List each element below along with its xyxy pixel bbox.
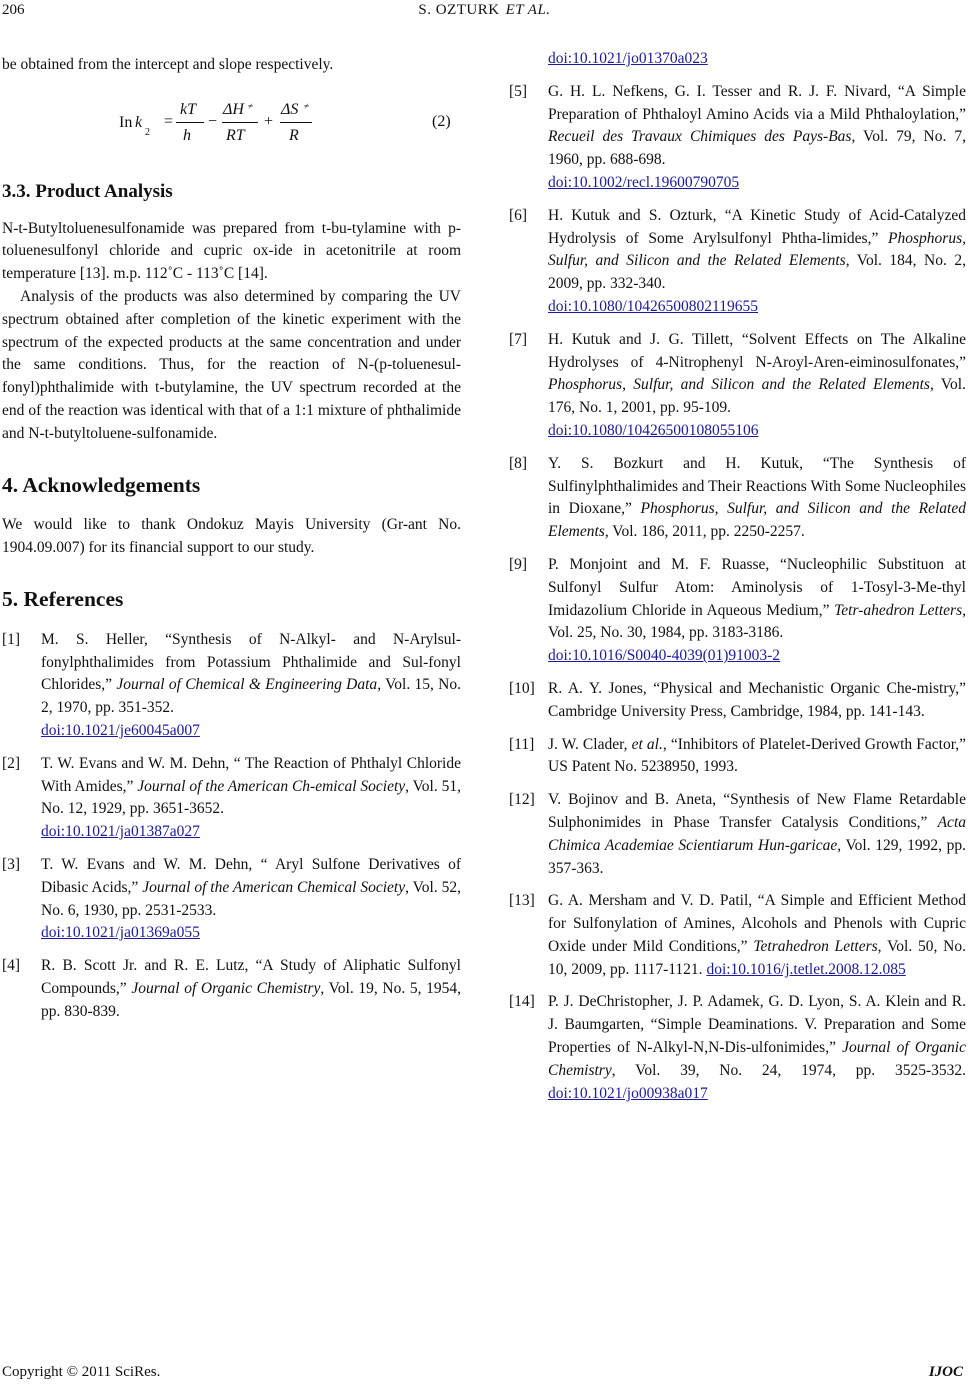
running-author: S. OZTURK [418, 2, 500, 18]
ref-doi-link[interactable]: doi:10.1021/jo01370a023 [548, 50, 708, 67]
ref-doi-link[interactable]: doi:10.1080/10426500108055106 [548, 421, 759, 439]
reference-item [509, 205, 966, 319]
eq-ln: In [119, 113, 133, 131]
ref-journal: Journal of Organic Chemistry [131, 979, 321, 997]
ref-journal: Phosphorus, Sulfur, and Silicon and the Related Elements [548, 229, 966, 270]
page-number: 206 [2, 2, 25, 18]
ref-details: , Vol. 25, No. 30, 1984, pp. 3183-3186. [548, 601, 966, 642]
ref-text: G. A. Mersham and V. D. Patil, “A Simple and Efficient Method for Sulfonylation of Amines, Alcohols and Phenols with Cupric Oxide under Mild Conditions,” [548, 892, 966, 955]
ref-doi-link[interactable]: doi:10.1080/10426500802119655 [548, 297, 758, 315]
ref-number: [6] [509, 206, 528, 224]
ref-text: J. W. Clader, [548, 735, 632, 753]
ref-details: , Vol. 51, No. 12, 1929, pp. 3651-3652. [41, 777, 461, 818]
reference-item [509, 81, 966, 195]
ref-journal: Tetr-ahedron Letters [834, 601, 963, 619]
ref-journal: Journal of the American Chemical Society [142, 878, 406, 896]
eq-neq-2: ≠ [304, 100, 309, 111]
reference-item [509, 991, 966, 1105]
ref-doi-link[interactable]: doi:10.1021/ja01387a027 [41, 823, 200, 841]
ref-number: [9] [509, 555, 528, 573]
ref-doi-link[interactable]: doi:10.1016/j.tetlet.2008.12.085 [706, 960, 906, 978]
ref-text: T. W. Evans and W. M. Dehn, “ Aryl Sulfone Derivatives of Dibasic Acids,” [41, 855, 461, 896]
eq-plus: + [264, 112, 274, 130]
ref-text: T. W. Evans and W. M. Dehn, “ The Reaction of Phthalyl Chloride With Amides,” [41, 754, 461, 795]
section-heading-acknowledgements: 4. Acknowledgements [2, 472, 201, 497]
ref-number: [4] [2, 957, 21, 975]
ref-details: , Vol. 129, 1992, pp. 357-363. [548, 836, 966, 877]
ref-text: V. Bojinov and B. Aneta, “Synthesis of New Flame Retardable Sulphonimides in Phase Transfer Catalysis Conditions,” [548, 791, 966, 831]
ref-details: , Vol. 39, No. 24, 1974, pp. 3525-3532. [611, 1061, 966, 1079]
ref-text: R. B. Scott Jr. and R. E. Lutz, “A Study of Aliphatic Sulfonyl Compounds,” [41, 957, 461, 997]
eq-k: k [135, 113, 143, 131]
ref-number: [3] [2, 855, 21, 873]
reference-item [509, 453, 966, 544]
ref-et-al: et al. [631, 735, 663, 753]
ref-text: R. A. Y. Jones, “Physical and Mechanistic Organic Che-mistry,” Cambridge University Press, Cambridge, 1984, pp. 141-143. [548, 679, 966, 720]
reference-item [509, 890, 966, 981]
reference-item [2, 955, 461, 1023]
ref-number: [14] [509, 993, 535, 1011]
ref-details: , Vol. 15, No. 2, 1970, pp. 351-352. [41, 676, 461, 717]
ref-text: G. H. L. Nefkens, G. I. Tesser and R. J. F. Nivard, “A Simple Preparation of Phthaloyl Amino Acids via a Mild Phthaloylation,” [548, 82, 966, 123]
ref-number: [11] [509, 735, 535, 753]
ref-doi-link[interactable]: doi:10.1021/jo00938a017 [548, 1084, 708, 1102]
reference-item [509, 734, 966, 780]
equation-number: (2) [432, 112, 451, 130]
reference-item-continued [509, 48, 966, 71]
eq-h: h [183, 126, 191, 144]
ref-details: , Vol. 50, No. 10, 2009, pp. 1117-1121. [548, 937, 966, 978]
section-heading-references: 5. References [2, 586, 124, 611]
ref-details: , “Inhibitors of Platelet-Derived Growth Factor,” US Patent No. 5238950, 1993. [548, 735, 966, 776]
ref-journal: Phosphorus, Sulfur, and Silicon and the Related Elements [548, 376, 930, 394]
ref-number: [10] [509, 679, 535, 697]
ref-journal: Journal of Chemical & Engineering Data [116, 676, 378, 694]
section-heading-product-analysis: 3.3. Product Analysis [2, 180, 173, 202]
eq-neq-1: ≠ [248, 100, 253, 111]
ref-text: P. Monjoint and M. F. Ruasse, “Nucleophilic Substituon at Sulfonyl Sulfur Atom: Aminolysis of 1-Tosyl-3-Me-thyl Imidazolium Chloride in Aqueous Medium,” [548, 555, 966, 619]
reference-item [509, 329, 966, 443]
ref-details: , Vol. 19, No. 5, 1954, pp. 830-839. [41, 979, 461, 1020]
eq-r: R [289, 126, 299, 144]
ref-number: [12] [509, 791, 535, 809]
ref-number: [13] [509, 892, 535, 910]
intro-paragraph: be obtained from the intercept and slope respectively. [2, 56, 334, 73]
reference-item [509, 789, 966, 880]
ref-number: [1] [2, 630, 21, 648]
eq-sub: 2 [145, 126, 150, 138]
product-analysis-para-2: Analysis of the products was also determined by comparing the UV spectrum obtained after completion of the kinetic experiment with the spectrum of the expected products at the same concentration and under the same conditions. Thus, for the reaction of N-(p-toluenesul-fonyl)phthalimide with t-butylamine, the UV spectrum recorded at the end of the reaction was identical with that of a 1:1 mixture of phthalimide and N-t-butyltoluene-sulfonamide. [2, 287, 461, 442]
ref-number: [2] [2, 754, 21, 772]
ref-journal: Journal of the American Ch-emical Society [137, 777, 406, 795]
eq-kt: kT [180, 100, 196, 118]
running-header [0, 2, 969, 19]
ref-journal: Acta Chimica Academiae Scientiarum Hun-garicae [548, 813, 966, 854]
ref-doi-link[interactable]: doi:10.1016/S0040-4039(01)91003-2 [548, 647, 781, 665]
reference-item [2, 753, 461, 844]
ref-details: , Vol. 52, No. 6, 1930, pp. 2531-2533. [41, 878, 461, 919]
ref-journal: Phosphorus, Sulfur, and Silicon and the Related Elements [548, 500, 966, 541]
ref-text: Y. S. Bozkurt and H. Kutuk, “The Synthesis of Sulfinylphthalimides and Their Reactions With Some Nucleophiles in Dioxane,” [548, 454, 966, 518]
product-analysis-para-1: N-t-Butyltoluenesulfonamide was prepared from t-bu-tylamine with p-toluenesulfonyl chloride and cupric ox-ide in acetonitrile at room temperature [13]. m.p. 112˚C - 113˚C [14]. [2, 219, 461, 283]
ref-doi-link[interactable]: doi:10.1021/je60045a007 [41, 721, 200, 739]
running-et-al: ET AL. [505, 2, 551, 18]
ref-details: , Vol. 186, 2011, pp. 2250-2257. [604, 523, 805, 541]
reference-item [509, 678, 966, 724]
eq-minus: − [208, 112, 218, 130]
ref-text: M. S. Heller, “Synthesis of N-Alkyl- and N-Arylsul-fonylphthalimides from Potassium Phthalimide and Sul-fonyl Chlorides,” [41, 630, 461, 694]
left-column [2, 54, 461, 1034]
eq-equals: = [164, 112, 174, 130]
reference-item [509, 554, 966, 668]
ref-journal: Tetrahedron Letters [753, 937, 878, 955]
journal-abbrev-footer: IJOC [928, 1364, 963, 1380]
ref-number: [7] [509, 330, 528, 348]
ref-doi-link[interactable]: doi:10.1002/recl.19600790705 [548, 173, 740, 191]
ref-text: H. Kutuk and J. G. Tillett, “Solvent Effects on The Alkaline Hydrolyses of 4-Nitrophenyl N-Aroyl-Aren-eiminosulfonates,” [548, 330, 966, 371]
ref-journal: Journal of Organic Chemistry [548, 1039, 966, 1079]
eq-rt: RT [226, 126, 245, 144]
eq-ds: ΔS [281, 100, 299, 118]
eq-dh: ΔH [223, 100, 244, 118]
reference-item [2, 854, 461, 945]
ref-number: [8] [509, 454, 528, 472]
right-column [509, 50, 966, 1115]
ref-number: [5] [509, 82, 528, 100]
copyright-footer: Copyright © 2011 SciRes. [2, 1364, 161, 1380]
ref-journal: Recueil des Travaux Chimiques des Pays-Bas [548, 128, 852, 146]
ref-doi-link[interactable]: doi:10.1021/ja01369a055 [41, 924, 200, 942]
ref-details: , Vol. 176, No. 1, 2001, pp. 95-109. [548, 376, 966, 417]
ref-text: P. J. DeChristopher, J. P. Adamek, G. D. Lyon, S. A. Klein and R. J. Baumgarten, “Simple Deaminations. V. Preparation and Some Properties of N-Alkyl-N,N-Dis-ulfonimides,” [548, 993, 966, 1057]
ref-details: , Vol. 79, No. 7, 1960, pp. 688-698. [548, 128, 966, 169]
reference-item [2, 629, 461, 743]
equation-2 [2, 81, 461, 155]
ref-details: , Vol. 184, No. 2, 2009, pp. 332-340. [548, 252, 966, 293]
acknowledgements-para: We would like to thank Ondokuz Mayis University (Gr-ant No. 1904.09.007) for its financial support to our study. [2, 516, 461, 557]
ref-text: H. Kutuk and S. Ozturk, “A Kinetic Study of Acid-Catalyzed Hydrolysis of Some Arylsulfonyl Phtha-limides,” [548, 206, 966, 247]
